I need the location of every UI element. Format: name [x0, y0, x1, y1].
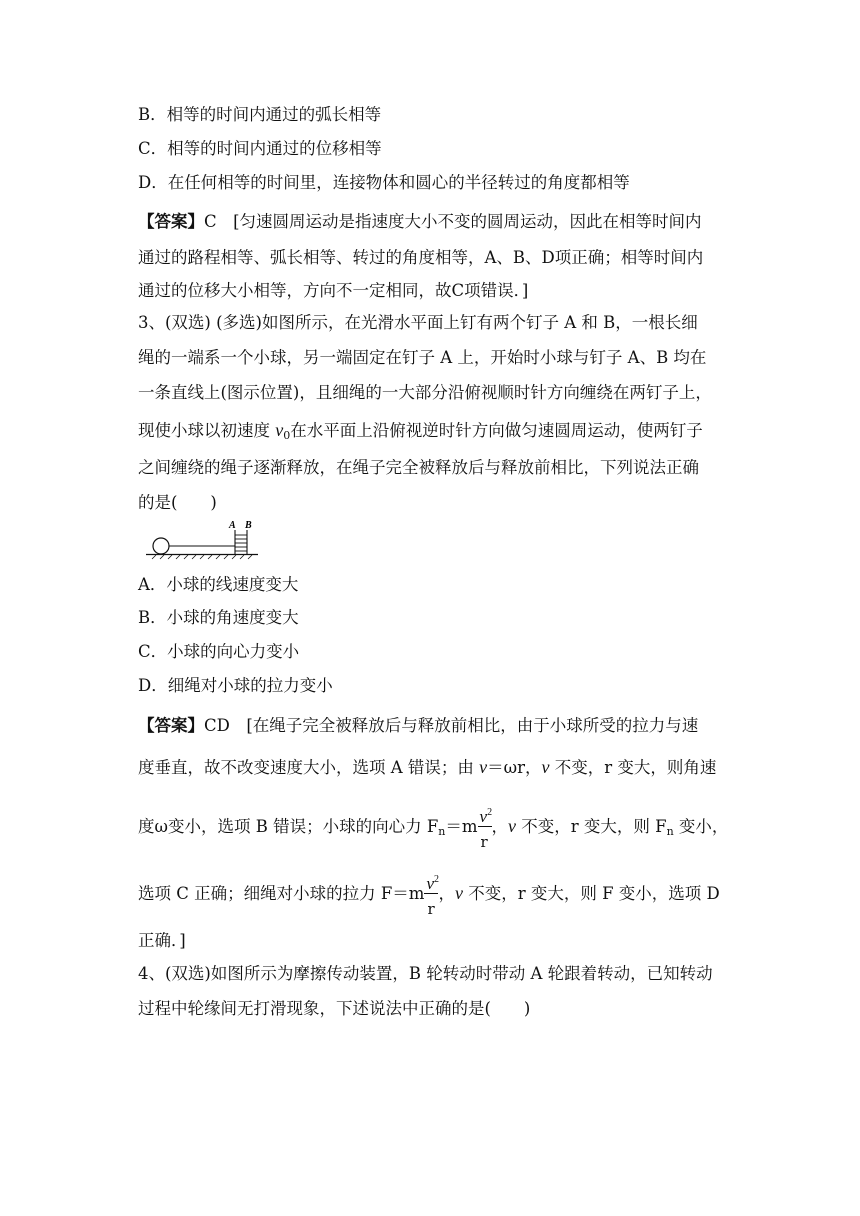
ball-nails-figure	[138, 518, 278, 563]
q3-option-a: A．小球的线速度变大	[138, 575, 299, 594]
q3-stem-line-5: 之间缠绕的绳子逐渐释放，在绳子完全被释放后与释放前相比，下列说法正确	[138, 458, 699, 477]
q3-option-d: D．细绳对小球的拉力变小	[138, 676, 333, 695]
q2-answer-line-1: 【答案】C [匀速圆周运动是指速度大小不变的圆周运动，因此在相等时间内	[138, 212, 702, 231]
q3-stem-line-6: 的是( )	[138, 493, 217, 512]
q3-answer-line-4: 选项 C 正确；细绳对小球的拉力 F＝m $\frac{v^2}{r}$ ，v 不变，r 变大，则 F 变小，选项 D	[138, 874, 720, 918]
q2-answer-line-2: 通过的路程相等、弧长相等、转过的角度相等，A、B、D项正确；相等时间内	[138, 248, 704, 267]
q3-option-b: B．小球的角速度变大	[138, 608, 299, 627]
label-a: A	[229, 520, 236, 531]
answer-tag: 【答案】	[138, 212, 204, 231]
q3-stem-line-1: 3、(双选) (多选)如图所示，在光滑水平面上钉有两个钉子 A 和 B，一根长细	[138, 313, 698, 332]
fraction-v2-over-r: $\frac{v^2}{r}$	[426, 874, 440, 918]
q3-answer-line-5: 正确．]	[138, 931, 186, 950]
q2-answer-line-3: 通过的位移大小相等，方向不一定相同，故C项错误．]	[138, 281, 529, 300]
label-b: B	[245, 520, 252, 531]
ground-hatch	[152, 555, 252, 559]
q3-stem-line-2: 绳的一端系一个小球，另一端固定在钉子 A 上，开始时小球与钉子 A、B 均在	[138, 348, 707, 367]
ball	[153, 538, 169, 554]
q3-answer-line-3: 度ω变小，选项 B 错误；小球的向心力 $F_n=m$ $\frac{v^2}{r}$ ，v 不变，r 变大，则 $F_n$ 变小，	[138, 807, 729, 851]
q4-stem-line-2: 过程中轮缘间无打滑现象，下述说法中正确的是( )	[138, 999, 531, 1018]
wound-string	[235, 535, 247, 551]
q4-stem-line-1: 4、(双选)如图所示为摩擦传动装置，B 轮转动时带动 A 轮跟着转动，已知转动	[138, 964, 713, 983]
q3-answer-line-2: 度垂直，故不改变速度大小，选项 A 错误；由 v＝ωr，v 不变，r 变大，则角速	[138, 757, 717, 777]
q3-stem-line-3: 一条直线上(图示位置)，且细绳的一大部分沿俯视顺时针方向缠绕在两钉子上，	[138, 383, 712, 402]
q3-stem-line-4: 现使小球以初速度 $v_0$在水平面上沿俯视逆时针方向做匀速圆周运动，使两钉子	[138, 420, 703, 442]
q2-option-d: D．在任何相等的时间里，连接物体和圆心的半径转过的角度都相等	[138, 173, 630, 192]
q3-answer-line-1: 【答案】CD [在绳子完全被释放后与释放前相比，由于小球所受的拉力与速	[138, 716, 699, 735]
answer-tag: 【答案】	[138, 716, 204, 735]
q2-option-b: B．相等的时间内通过的弧长相等	[138, 105, 382, 124]
fraction-v2-over-r: $\frac{v^2}{r}$	[479, 807, 493, 851]
q2-option-c: C．相等的时间内通过的位移相等	[138, 139, 382, 158]
q3-option-c: C．小球的向心力变小	[138, 642, 300, 661]
